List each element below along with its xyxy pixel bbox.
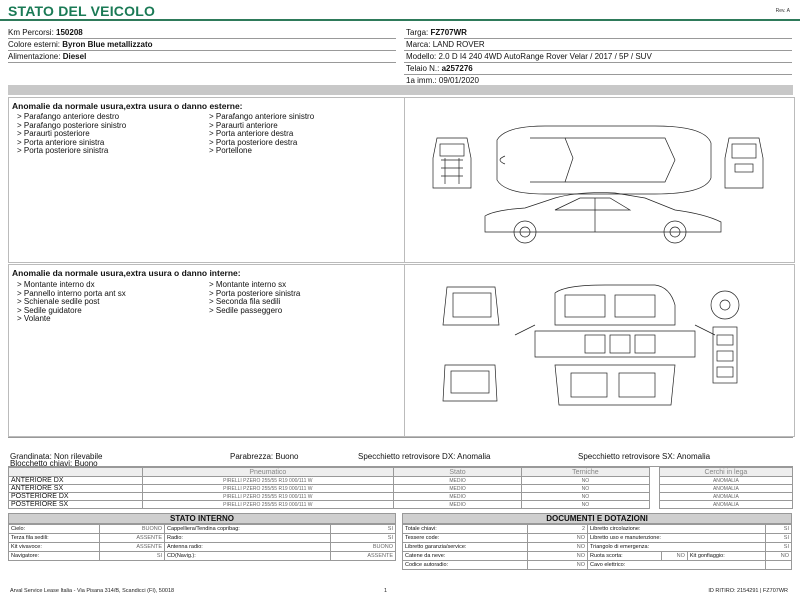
internal-car-diagram-panel	[404, 264, 795, 437]
stato-interno-section	[8, 513, 396, 561]
vehicle-info-left	[0, 27, 396, 63]
damage-item: > Porta posteriore sinistra	[209, 288, 301, 298]
internal-damage-list-1	[17, 281, 126, 324]
field-value: SI	[766, 543, 792, 552]
damage-item: > Parafango anteriore destro	[17, 112, 120, 121]
colore-value: Byron Blue metallizzato	[62, 40, 153, 49]
tyre-model: PIRELLI PZERO 255/55 R19 000/111 W	[142, 485, 394, 493]
car-top-view	[497, 126, 711, 194]
damage-item: > Parafango anteriore sinistro	[209, 112, 315, 121]
external-damage-list-1	[17, 113, 126, 156]
conditions-row	[8, 437, 793, 467]
tyre-stato: MEDIO	[394, 477, 522, 485]
field-label: Kit vivavoce:	[9, 543, 100, 552]
damage-item: > Paraurti posteriore	[17, 129, 90, 139]
header-divider	[0, 19, 800, 21]
cerchi-header: Cerchi in lega	[659, 468, 792, 477]
specchietto-dx-text: Specchietto retrovisore DX: Anomalia	[358, 452, 491, 461]
damage-item: > Porta anteriore destra	[209, 129, 294, 139]
field-label: Cielo:	[9, 525, 100, 534]
damage-item: > Schienale sedile post	[17, 297, 100, 307]
alimentazione-label: Alimentazione:	[8, 52, 61, 61]
tyre-cerchi: ANOMALIA	[659, 493, 792, 501]
field-value: NO	[528, 561, 588, 570]
field-value: ASSENTE	[99, 534, 164, 543]
field-value	[766, 561, 792, 570]
internal-damage-markers	[481, 285, 731, 376]
table-row	[403, 543, 792, 552]
tyres-table	[8, 467, 793, 509]
km-row	[0, 27, 396, 39]
table-row	[9, 501, 793, 509]
targa-label: Targa:	[406, 28, 429, 37]
table-row	[9, 543, 396, 552]
field-label: Ruota scorta:	[588, 552, 662, 561]
field-label: Libretto circolazione:	[588, 525, 766, 534]
tyre-terniche: NO	[521, 485, 649, 493]
damage-item: > Montante interno dx	[17, 280, 95, 289]
page-number: 1	[384, 588, 388, 594]
tyre-stato: MEDIO	[394, 485, 522, 493]
imm-value: 09/01/2020	[438, 76, 479, 85]
targa-row	[404, 27, 792, 39]
vehicle-info-right	[404, 27, 792, 87]
field-label: Navigatore:	[9, 552, 100, 561]
interior-plan	[515, 285, 715, 405]
field-label: Triangolo di emergenza:	[588, 543, 766, 552]
field-label: Totale chiavi:	[403, 525, 528, 534]
field-label: Cavo elettrico:	[588, 561, 766, 570]
tyre-terniche: NO	[521, 477, 649, 485]
parabrezza-text: Parabrezza: Buono	[230, 452, 299, 461]
tyre-stato: MEDIO	[394, 501, 522, 509]
telaio-row	[404, 63, 792, 75]
field-label: Antenna radio:	[165, 543, 331, 552]
alimentazione-row	[0, 51, 396, 63]
revision-label: Rev. A	[775, 8, 790, 14]
external-damage-panel	[8, 97, 405, 263]
imm-label: 1a imm.:	[406, 76, 437, 85]
tyre-stato: MEDIO	[394, 493, 522, 501]
damage-item: > Pannello interno porta ant sx	[17, 288, 126, 298]
external-damage-title: Anomalie da normale usura,extra usura o danno esterne:	[12, 101, 243, 111]
alimentazione-value: Diesel	[62, 52, 87, 61]
damage-item: > Sedile guidatore	[17, 305, 82, 315]
internal-damage-panel	[8, 264, 405, 437]
modello-label: Modello:	[406, 52, 437, 61]
internal-car-diagram	[405, 265, 794, 436]
tyre-model: PIRELLI PZERO 255/55 R19 000/111 W	[142, 477, 394, 485]
modello-value: 2.0 D I4 240 4WD AutoRange Rover Velar / 2017 / 5P / SUV	[438, 52, 652, 61]
table-row	[403, 534, 792, 543]
damage-item: > Porta posteriore destra	[209, 137, 298, 147]
table-row	[9, 493, 793, 501]
damage-item: > Seconda fila sedili	[209, 297, 281, 307]
field-value: NO	[528, 534, 588, 543]
external-car-diagram-panel	[404, 97, 795, 263]
tyre-position: ANTERIORE DX	[9, 477, 143, 485]
field-value: SI	[330, 525, 395, 534]
tyre-terniche: NO	[521, 501, 649, 509]
field-value: SI	[99, 552, 164, 561]
field-value: 2	[528, 525, 588, 534]
stato-interno-title: STATO INTERNO	[8, 513, 396, 524]
tyre-position: ANTERIORE SX	[9, 485, 143, 493]
km-value: 150208	[56, 28, 83, 37]
interior-right-panels	[711, 291, 739, 383]
tyre-cerchi: ANOMALIA	[659, 485, 792, 493]
field-value: SI	[330, 534, 395, 543]
table-row	[403, 561, 792, 570]
field-value: SI	[766, 525, 792, 534]
field-value: NO	[661, 552, 687, 561]
colore-label: Colore esterni:	[8, 40, 61, 49]
table-row	[9, 534, 396, 543]
damage-item: > Porta anteriore sinistra	[17, 137, 105, 147]
damage-item: > Montante interno sx	[209, 280, 287, 289]
specchietto-sx-text: Specchietto retrovisore SX: Anomalia	[578, 452, 711, 461]
field-label: Cappelliera/Tendina copribag:	[165, 525, 331, 534]
field-label: Radio:	[165, 534, 331, 543]
telaio-value: a257276	[441, 64, 473, 73]
field-label: Codice autoradio:	[403, 561, 528, 570]
modello-row	[404, 51, 792, 63]
field-value: NO	[766, 552, 792, 561]
tyres-table-wrap	[8, 467, 793, 509]
documenti-title: DOCUMENTI E DOTAZIONI	[402, 513, 792, 524]
marca-value: LAND ROVER	[432, 40, 485, 49]
field-label: Catene da neve:	[403, 552, 528, 561]
tyre-cerchi: ANOMALIA	[659, 501, 792, 509]
damage-item: > Sedile passeggero	[209, 305, 283, 315]
tyre-terniche: NO	[521, 493, 649, 501]
damage-item: > Volante	[17, 314, 51, 324]
field-value: ASSENTE	[330, 552, 395, 561]
section-separator	[8, 85, 793, 95]
tyre-model: PIRELLI PZERO 255/55 R19 000/111 W	[142, 493, 394, 501]
car-rear-view	[725, 138, 763, 188]
interior-left-panels	[443, 287, 499, 401]
table-row	[9, 485, 793, 493]
marca-row	[404, 39, 792, 51]
targa-value: FZ707WR	[430, 28, 467, 37]
pneumatico-header: Pneumatico	[142, 468, 394, 477]
car-front-view	[433, 138, 471, 188]
field-label: Kit gonfiaggio:	[687, 552, 765, 561]
field-value: BUONO	[99, 525, 164, 534]
telaio-label: Telaio N.:	[406, 64, 440, 73]
grandinata-text: Grandinata: Non rilevabile	[10, 452, 103, 461]
footer-id: ID RITIRO: 2154291 | FZ707WR	[708, 588, 788, 594]
field-label: Terza fila sedili:	[9, 534, 100, 543]
internal-damage-title: Anomalie da normale usura,extra usura o danno interne:	[12, 268, 241, 278]
footer-address: Arval Service Lease Italia - Via Pisana 314/B, Scandicci (FI), 50018	[10, 588, 175, 594]
tyre-position: POSTERIORE SX	[9, 501, 143, 509]
table-row	[403, 525, 792, 534]
tyre-model: PIRELLI PZERO 255/55 R19 000/111 W	[142, 501, 394, 509]
chiavi-text: Blocchetto chiavi: Buono	[10, 459, 98, 468]
field-value: NO	[528, 552, 588, 561]
damage-item: > Parafango posteriore sinistro	[17, 120, 127, 130]
internal-damage-list-2	[209, 281, 300, 315]
field-value: SI	[766, 534, 792, 543]
field-label: CD(Navig.):	[165, 552, 331, 561]
documenti-section	[402, 513, 792, 570]
car-side-view	[485, 193, 721, 243]
stato-interno-table	[8, 524, 396, 561]
page-title: STATO DEL VEICOLO	[8, 3, 156, 19]
table-row	[9, 477, 793, 485]
stato-header: Stato	[394, 468, 522, 477]
tyres-header	[9, 468, 793, 477]
damage-item: > Porta posteriore sinistra	[17, 146, 109, 156]
table-row	[403, 552, 792, 561]
field-value: ASSENTE	[99, 543, 164, 552]
field-value: NO	[528, 543, 588, 552]
table-row	[9, 552, 396, 561]
colore-row	[0, 39, 396, 51]
table-row	[9, 525, 396, 534]
km-label: Km Percorsi:	[8, 28, 54, 37]
field-value: BUONO	[330, 543, 395, 552]
terniche-header: Terniche	[521, 468, 649, 477]
field-label: Libretto garanzia/service:	[403, 543, 528, 552]
marca-label: Marca:	[406, 40, 431, 49]
documenti-table	[402, 524, 792, 570]
external-damage-list-2	[209, 113, 314, 156]
field-label: Libretto uso e manutenzione:	[588, 534, 766, 543]
damage-item: > Portellone	[209, 146, 252, 156]
tyre-position: POSTERIORE DX	[9, 493, 143, 501]
damage-item: > Paraurti anteriore	[209, 120, 278, 130]
tyre-cerchi: ANOMALIA	[659, 477, 792, 485]
external-car-diagram	[405, 98, 794, 262]
field-label: Tessere code:	[403, 534, 528, 543]
